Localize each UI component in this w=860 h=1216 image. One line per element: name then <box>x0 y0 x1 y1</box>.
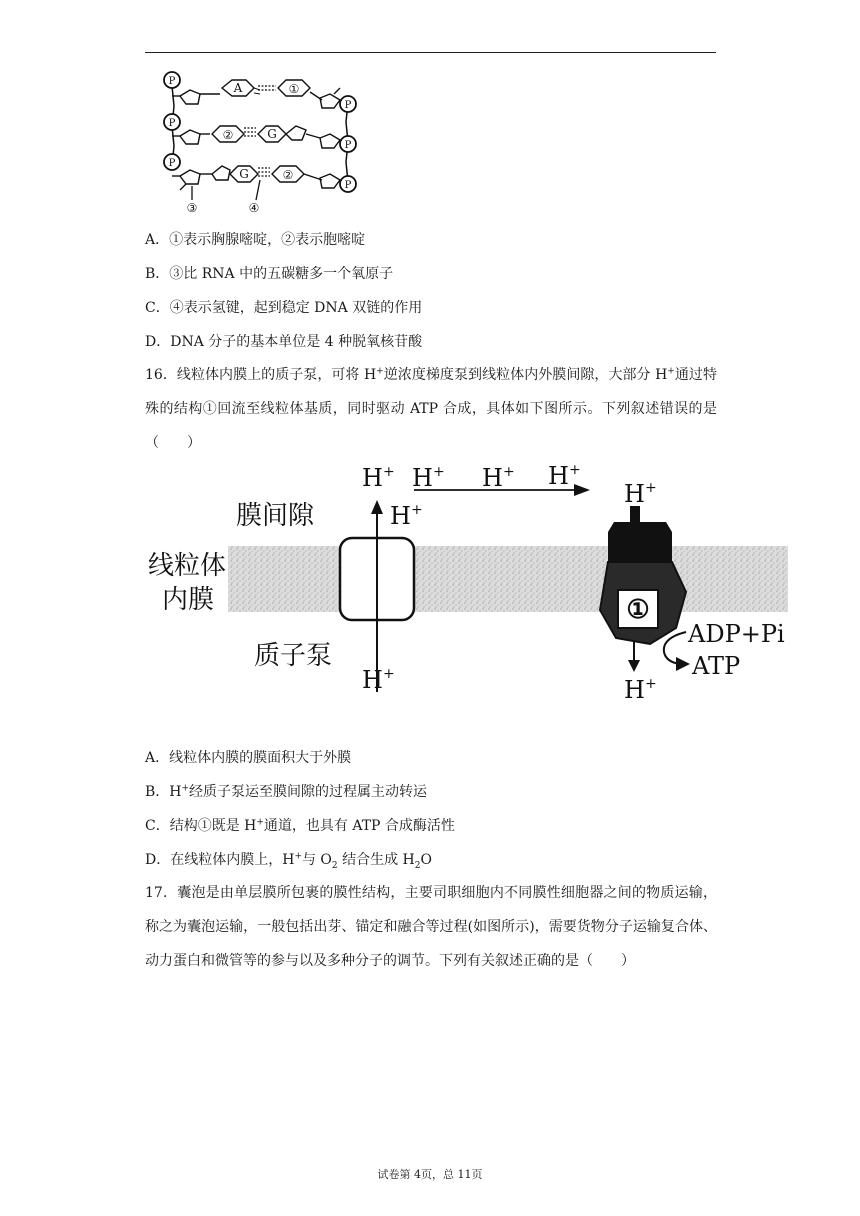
base-2-label: ② <box>222 128 234 142</box>
inner-membrane-label-line2: 内膜 <box>162 585 215 615</box>
atp-label: ATP <box>692 652 741 680</box>
h-plus-label: H+ <box>624 676 657 704</box>
inner-membrane-label-line1: 线粒体 <box>148 551 227 581</box>
q15-option-d: D．DNA 分子的基本单位是 4 种脱氧核苷酸 <box>145 334 423 350</box>
h-plus-label: H+ <box>548 462 581 490</box>
phosphate-label: P <box>344 180 352 191</box>
proton-pump-label: 质子泵 <box>254 641 333 671</box>
h-plus-label: H+ <box>362 666 395 694</box>
label-4: ④ <box>248 201 260 215</box>
base-g-label: G <box>239 167 249 181</box>
q15-option-a: A．①表示胸腺嘧啶，②表示胞嘧啶 <box>145 232 366 248</box>
header-rule <box>145 52 716 53</box>
q15-option-b: B．③比 RNA 中的五碳糖多一个氧原子 <box>145 266 394 282</box>
h-plus-label: H+ <box>624 480 657 508</box>
page-footer: 试卷第 4页，总 11页 <box>377 1168 483 1181</box>
q16-option-c: C．结构①既是 H+通道，也具有 ATP 合成酶活性 <box>145 817 455 834</box>
q16-option-a: A．线粒体内膜的膜面积大于外膜 <box>145 750 352 766</box>
base-2-label: ② <box>282 168 294 182</box>
h-plus-label: H+ <box>412 464 445 492</box>
phosphate-label: P <box>168 76 176 87</box>
q15-option-c: C．④表示氢键，起到稳定 DNA 双链的作用 <box>145 300 423 316</box>
phosphate-label: P <box>168 118 176 129</box>
phosphate-label: P <box>344 140 352 151</box>
phosphate-label: P <box>344 100 352 111</box>
q17-stem: 17．囊泡是由单层膜所包裹的膜性结构，主要司职细胞内不同膜性细胞器之间的物质运输，称之为囊泡运输，一般包括出芽、锚定和融合等过程(如图所示)，需要货物分子运输复合体、动力蛋白和微管等的参与以及多种分子的调节。下列有关叙述正确的是（ ） <box>145 885 717 969</box>
mitochondria-membrane-figure <box>140 452 790 708</box>
structure-1-label: ① <box>626 595 650 625</box>
q16-stem: 16．线粒体内膜上的质子泵，可将 H+逆浓度梯度泵到线粒体内外膜间隙，大部分 H+通过特殊的结构①回流至线粒体基质，同时驱动 ATP 合成，具体如下图所示。下列叙述错误的是（ ） <box>145 366 717 451</box>
phosphate-label: P <box>168 158 176 169</box>
base-1-label: ① <box>288 82 300 96</box>
base-g-label: G <box>267 127 277 141</box>
inner-membrane-band <box>228 546 788 612</box>
q16-option-b: B．H+经质子泵运至膜间隙的过程属主动转运 <box>145 783 428 800</box>
h-plus-label: H+ <box>482 464 515 492</box>
h-plus-label: H+ <box>362 464 395 492</box>
adp-pi-label: ADP+Pi <box>688 620 785 648</box>
q16-option-d: D．在线粒体内膜上，H+与 $O_2$ 结合生成 $H_2O$ <box>145 851 432 871</box>
dna-structure-figure <box>150 66 370 218</box>
h-plus-label: H+ <box>390 502 423 530</box>
base-a-label: A <box>233 81 243 95</box>
intermembrane-space-label: 膜间隙 <box>236 501 315 531</box>
label-3: ③ <box>186 201 198 215</box>
